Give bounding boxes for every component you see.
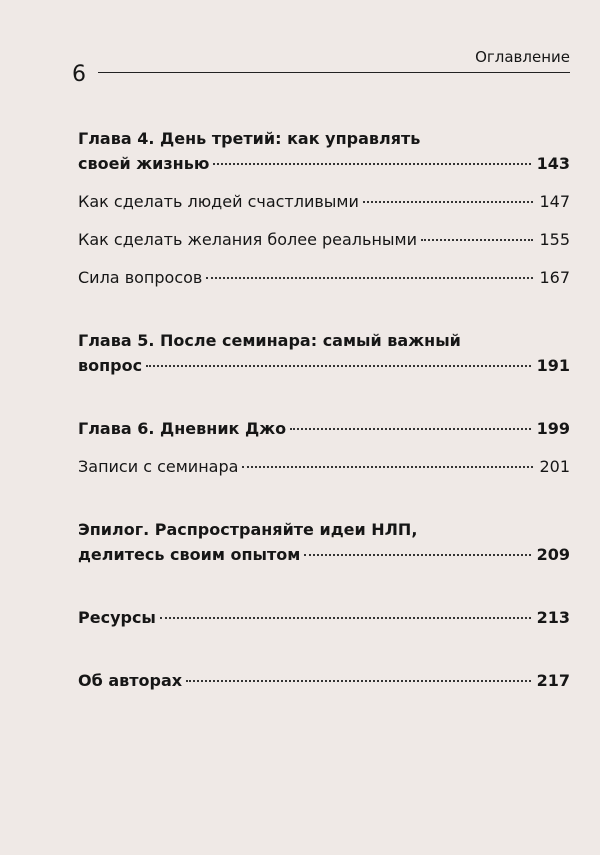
toc-chapter-4-title-line1: Глава 4. День третий: как управлять xyxy=(78,129,421,148)
toc-about-authors[interactable] xyxy=(78,668,570,693)
toc-entry-title: Записи с семинара xyxy=(78,457,239,476)
table-of-contents xyxy=(78,126,570,693)
toc-epilogue[interactable] xyxy=(78,517,570,567)
toc-page-number: 209 xyxy=(536,545,570,564)
toc-page-number: 167 xyxy=(539,268,570,287)
dot-leader xyxy=(213,163,530,165)
dot-leader xyxy=(363,201,534,203)
toc-resources[interactable] xyxy=(78,605,570,630)
toc-chapter-6[interactable] xyxy=(78,416,570,441)
toc-entry-happy-people[interactable] xyxy=(78,189,570,214)
toc-chapter-5-title-line2: вопрос xyxy=(78,356,143,375)
toc-page-number: 191 xyxy=(536,356,570,375)
toc-page-number: 213 xyxy=(536,608,570,627)
toc-epilogue-title-line1: Эпилог. Распространяйте идеи НЛП, xyxy=(78,520,418,539)
toc-chapter-4[interactable] xyxy=(78,126,570,176)
running-head: Оглавление xyxy=(475,48,570,66)
toc-entry-power-of-questions[interactable] xyxy=(78,265,570,290)
dot-leader xyxy=(160,617,531,619)
toc-page-number: 155 xyxy=(539,230,570,249)
page-number: 6 xyxy=(72,62,86,87)
dot-leader xyxy=(421,239,533,241)
toc-page-number: 143 xyxy=(536,154,570,173)
toc-entry-title: Как сделать желания более реальными xyxy=(78,230,418,249)
toc-chapter-5[interactable] xyxy=(78,328,570,378)
toc-page-number: 199 xyxy=(536,419,570,438)
toc-entry-title: Глава 6. Дневник Джо xyxy=(78,419,287,438)
dot-leader xyxy=(206,277,533,279)
toc-epilogue-title-line2: делитесь своим опытом xyxy=(78,545,301,564)
dot-leader xyxy=(242,466,533,468)
dot-leader xyxy=(290,428,530,430)
dot-leader xyxy=(304,554,530,556)
toc-entry-title: Ресурсы xyxy=(78,608,156,627)
header-rule xyxy=(98,72,570,73)
toc-page-number: 201 xyxy=(539,457,570,476)
toc-page-number: 217 xyxy=(536,671,570,690)
toc-page-number: 147 xyxy=(539,192,570,211)
toc-entry-wishes-real[interactable] xyxy=(78,227,570,252)
dot-leader xyxy=(186,680,530,682)
toc-chapter-5-title-line1: Глава 5. После семинара: самый важный xyxy=(78,331,461,350)
toc-chapter-4-title-line2: своей жизнью xyxy=(78,154,210,173)
toc-entry-title: Как сделать людей счастливыми xyxy=(78,192,359,211)
toc-entry-title: Об авторах xyxy=(78,671,183,690)
toc-entry-title: Сила вопросов xyxy=(78,268,203,287)
dot-leader xyxy=(146,365,530,367)
toc-entry-seminar-notes[interactable] xyxy=(78,454,570,479)
